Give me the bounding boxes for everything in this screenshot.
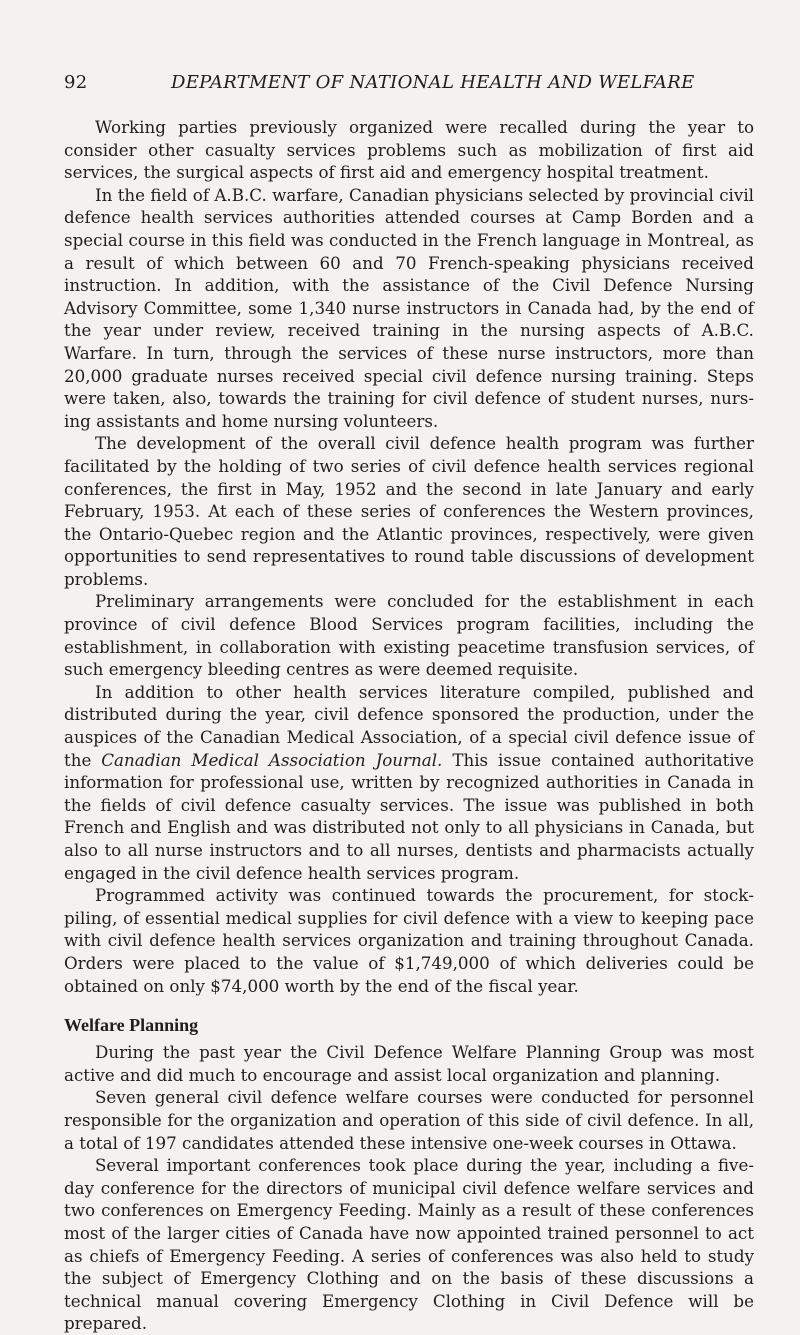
paragraph-welfare-group: During the past year the Civil Defence Welfare Planning Group was most active and did much to encourage and assist local organization and planning. [64,1042,754,1085]
body-text [64,116,754,1335]
paragraph-emergency-feeding: Several important conferences took place during the year, including a five-day conference for the directors of municipal civil defence welfare services and two conferences on Emergency Feeding. Mainly as a result of these conferences most of the larger cities of Canada have now appointed trained personnel to act as chiefs of Emergency Feeding. A series of conferences was also held to study the subject of Emergency Clothing and on the basis of these discussions a technical manual covering Emergency Clothing in Civil Defence will be prepared. [64,1155,754,1334]
journal-text-after: This issue contained authoritative information for professional use, written by recognized authorities in Canada in the fields of civil defence casualty services. The issue was published in both French and English and was distributed not only to all physicians in Canada, but also to all nurse instructors and to all nurses, dentists and pharmacists actually engaged in the civil defence health services program. [64,749,754,883]
journal-text-before: In addition to other health services literature compiled, published and distributed during the year, civil defence sponsored the production, under the auspices of the Canadian Medical Association, of a special civil defence issue of the [64,681,754,770]
paragraph-abc-warfare: In the field of A.B.C. warfare, Canadian physicians selected by provincial civil defence health services authorities attended courses at Camp Borden and a special course in this field was conducted in the French language in Montreal, as a result of which between 60 and 70 French-speaking physicians received instruction. In addition, with the assistance of the Civil Defence Nursing Advisory Committee, some 1,340 nurse instructors in Canada had, by the end of the year under review, received training in the nursing aspects of A.B.C. Warfare. In turn, through the services of these nurse instructors, more than 20,000 graduate nurses received special civil defence nursing training. Steps were taken, also, towards the training for civil defence of student nurses, nursing assistants and home nursing volunteers. [64,184,754,431]
paragraph-working-parties: Working parties previously organized were recalled during the year to consider other casualty services problems such as mobilization of first aid services, the surgical aspects of first aid and emergency hospital treatment. [64,117,754,183]
paragraph-blood-services: Preliminary arrangements were concluded for the establishment in each province of civil defence Blood Services program facilities, including the establishment, in collaboration with existing peacetime transfusion services, of such emergency bleeding centres as were deemed requisite. [64,591,754,680]
paragraph-procurement: Programmed activity was continued towards the procurement, for stockpiling, of essential medical supplies for civil defence with a view to keeping pace with civil defence health services organization and training throughout Canada. Orders were placed to the value of $1,749,000 of which deliveries could be obtained on only $74,000 worth by the end of the fiscal year. [64,885,754,996]
journal-title: Canadian Medical Association Journal. [101,749,443,770]
page-number: 92 [64,72,88,93]
paragraph-regional-conferences: The development of the overall civil defence health program was further facilitated by the holding of two series of civil defence health services regional conferences, the first in May, 1952 and the second in late January and early February, 1953. At each of these series of conferences the Western provinces, the Ontario-Quebec region and the Atlantic provinces, respectively, were given opportunities to send representatives to round table discussions of development problems. [64,433,754,589]
section-heading-welfare-planning: Welfare Planning [64,1015,199,1036]
page-header [64,72,754,96]
paragraph-journal-issue [64,681,754,884]
paragraph-welfare-courses: Seven general civil defence welfare courses were conducted for personnel responsible for the organization and operation of this side of civil defence. In all, a total of 197 candidates attended these intensive one-week courses in Ottawa. [64,1087,754,1153]
running-title: DEPARTMENT OF NATIONAL HEALTH AND WELFARE [171,72,695,93]
